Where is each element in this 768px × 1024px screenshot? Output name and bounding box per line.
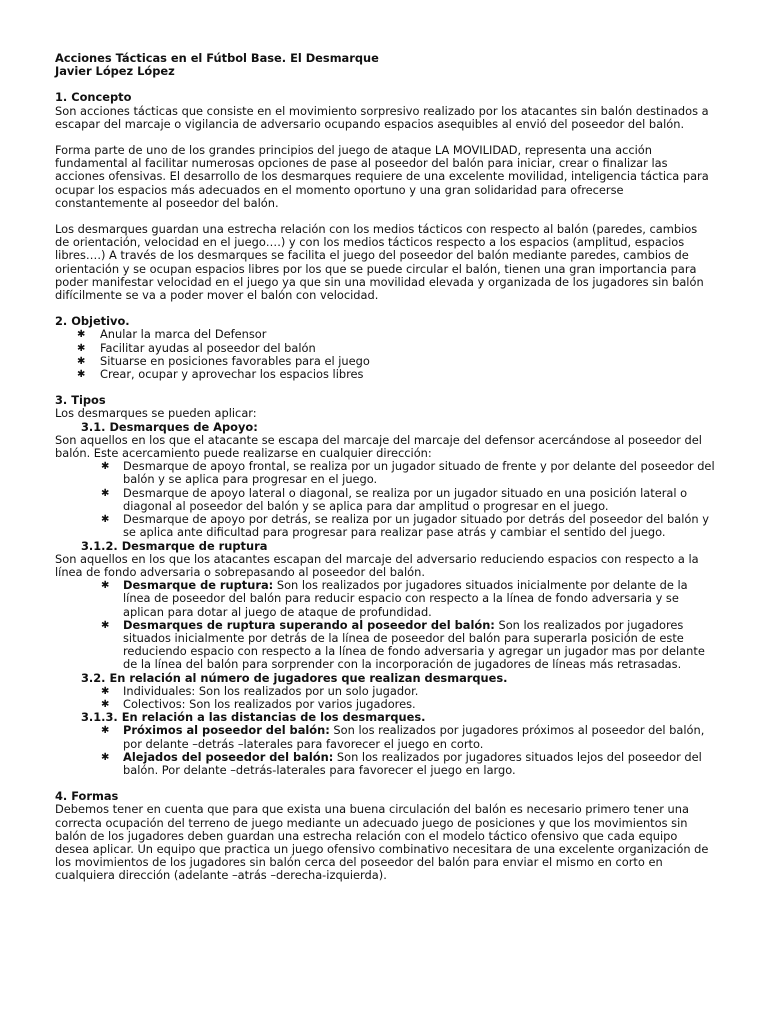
section-4-paragraph-1: Debemos tener en cuenta que para que exista una buena circulación del balón es necesario primero tener una correcta ocupación del terreno de juego mediante un adecuado juego de posiciones y que los movimientos sin balón de los jugadores deben guardan una estrecha relación con el modelo táctico ofensivo que cada equipo desea aplicar. Un equipo que practica un juego ofensivo combinativo necesitara de una excelente organización de los movimientos de los jugadores sin balón cerca del poseedor del balón para enviar el mismo en corto en cualquiera dirección (adelante –atrás –derecha-izquierda). [55, 802, 709, 883]
bullet-icon: ✱ [101, 461, 110, 473]
spacer [55, 302, 715, 315]
bullet-icon: ✱ [101, 751, 110, 763]
list-item: ✱ Colectivos: Son los realizados por varios jugadores. [101, 696, 416, 711]
list-item: ✱ Desmarques de ruptura superando al poseedor del balón: Son los realizados por jugadores situados inicialmente por detrás de la línea de poseedor del balón para superarla posición de este reduciendo espacio con respecto a la línea de fondo adversaria y agregar un jugador mas por delante de la línea del balón para sorprender con la incorporación de jugadores de líneas más retrasadas. [101, 617, 705, 672]
spacer [55, 777, 715, 790]
document-content [55, 52, 715, 883]
spacer [55, 381, 715, 394]
players-count-list [55, 685, 715, 711]
list-item: ✱ Desmarque de ruptura: Son los realizados por jugadores situados inicialmente por delante de la línea de poseedor del balón para reducir espacio con respecto a la línea de fondo adversaria y se aplican para dotar al juego de ataque de profundidad. [101, 578, 688, 619]
bullet-icon: ✱ [77, 355, 86, 367]
distance-list [55, 724, 715, 777]
bullet-icon: ✱ [77, 369, 86, 381]
bullet-icon: ✱ [77, 342, 86, 354]
section-2-heading: 2. Objetivo. [55, 314, 130, 329]
rupture-list [55, 579, 715, 671]
list-item: ✱ Crear, ocupar y aprovechar los espacios libres [77, 367, 364, 382]
bullet-icon: ✱ [101, 725, 110, 737]
bullet-icon: ✱ [101, 685, 110, 697]
subsection-3-2-heading: 3.2. En relación al número de jugadores que realizan desmarques. [81, 670, 508, 685]
bullet-icon: ✱ [101, 487, 110, 499]
list-item: ✱ Individuales: Son los realizados por un solo jugador. [101, 683, 419, 698]
list-item: ✱ Anular la marca del Defensor [77, 327, 267, 342]
section-4-heading: 4. Formas [55, 789, 119, 804]
subsection-3-1-heading: 3.1. Desmarques de Apoyo: [81, 419, 258, 434]
subsection-3-1-3-heading: 3.1.3. En relación a las distancias de los desmarques. [81, 710, 426, 725]
section-3-intro: Los desmarques se pueden aplicar: [55, 406, 257, 421]
section-1-paragraph-2: Forma parte de uno de los grandes principios del juego de ataque LA MOVILIDAD, representa una acción fundamental al facilitar numerosas opciones de pase al poseedor del balón para iniciar, crear o finalizar las acciones ofensivas. El desarrollo de los desmarques requiere de una excelente movilidad, inteligencia táctica para ocupar los espacios más adecuados en el momento oportuno y una gran solidaridad para ofrecerse constantemente al poseedor del balón. [55, 143, 709, 210]
bullet-icon: ✱ [101, 698, 110, 710]
list-item: ✱ Facilitar ayudas al poseedor del balón [77, 340, 316, 355]
bullet-icon: ✱ [101, 580, 110, 592]
bullet-icon: ✱ [101, 619, 110, 631]
list-item: ✱ Alejados del poseedor del balón: Son los realizados por jugadores situados lejos del poseedor del balón. Por delante –detrás-laterales para favorecer el juego en largo. [101, 749, 702, 777]
section-1-heading: 1. Concepto [55, 90, 132, 105]
bullet-icon: ✱ [77, 329, 86, 341]
list-item: ✱ Próximos al poseedor del balón: Son los realizados por jugadores próximos al poseedor del balón, por delante –detrás –laterales para favorecer el juego en corto. [101, 723, 705, 751]
list-item: ✱ Desmarque de apoyo por detrás, se realiza por un jugador situado por detrás del poseedor del balón y se aplica ante dificultad para progresar para realizar pase atrás y cambiar el sentido del juego. [101, 512, 709, 540]
bullet-icon: ✱ [101, 514, 110, 526]
support-list [55, 460, 715, 539]
document-title: Acciones Tácticas en el Fútbol Base. El Desmarque [55, 51, 379, 65]
section-1-paragraph-3: Los desmarques guardan una estrecha relación con los medios tácticos con respecto al balón (paredes, cambios de orientación, velocidad en el juego….) y con los medios tácticos respecto a los espacios (amplitud, espacios libres….) A través de los desmarques se facilita el juego del poseedor del balón mediante paredes, cambios de orientación y se ocupan espacios libres por los que se puede circular el balón, tienen una gran importancia para poder manifestar velocidad en el juego ya que sin una movilidad elevada y organizada de los jugadores sin balón difícilmente se va a poder mover el balón con velocidad. [55, 222, 704, 303]
title-block [55, 52, 715, 78]
subsection-3-1-2-text: Son aquellos en los que los atacantes escapan del marcaje del adversario reduciendo espacios con respecto a la línea de fondo adversaria o sobrepasando al poseedor del balón. [55, 551, 699, 579]
subsection-3-1-2-heading: 3.1.2. Desmarque de ruptura [81, 538, 268, 553]
list-item: ✱ Desmarque de apoyo lateral o diagonal, se realiza por un jugador situado en una posición lateral o diagonal al poseedor del balón y se aplica para dar amplitud o progresar en el juego. [101, 485, 688, 513]
objective-list [55, 328, 715, 381]
subsection-3-1-text: Son aquellos en los que el atacante se escapa del marcaje del marcaje del defensor acercándose al poseedor del balón. Este acercamiento puede realizarse en cualquier dirección: [55, 432, 702, 461]
document-author: Javier López López [55, 64, 175, 79]
list-item: ✱ Desmarque de apoyo frontal, se realiza por un jugador situado de frente y por delante del poseedor del balón y se aplica para progresar en el juego. [101, 459, 715, 487]
section-1-paragraph-1: Son acciones tácticas que consiste en el movimiento sorpresivo realizado por los atacantes sin balón destinados a escapar del marcaje o vigilancia de adversario ocupando espacios asequibles al envió del poseedor del balón. [55, 103, 709, 131]
section-3-heading: 3. Tipos [55, 393, 106, 408]
list-item: ✱ Situarse en posiciones favorables para el juego [77, 353, 370, 368]
